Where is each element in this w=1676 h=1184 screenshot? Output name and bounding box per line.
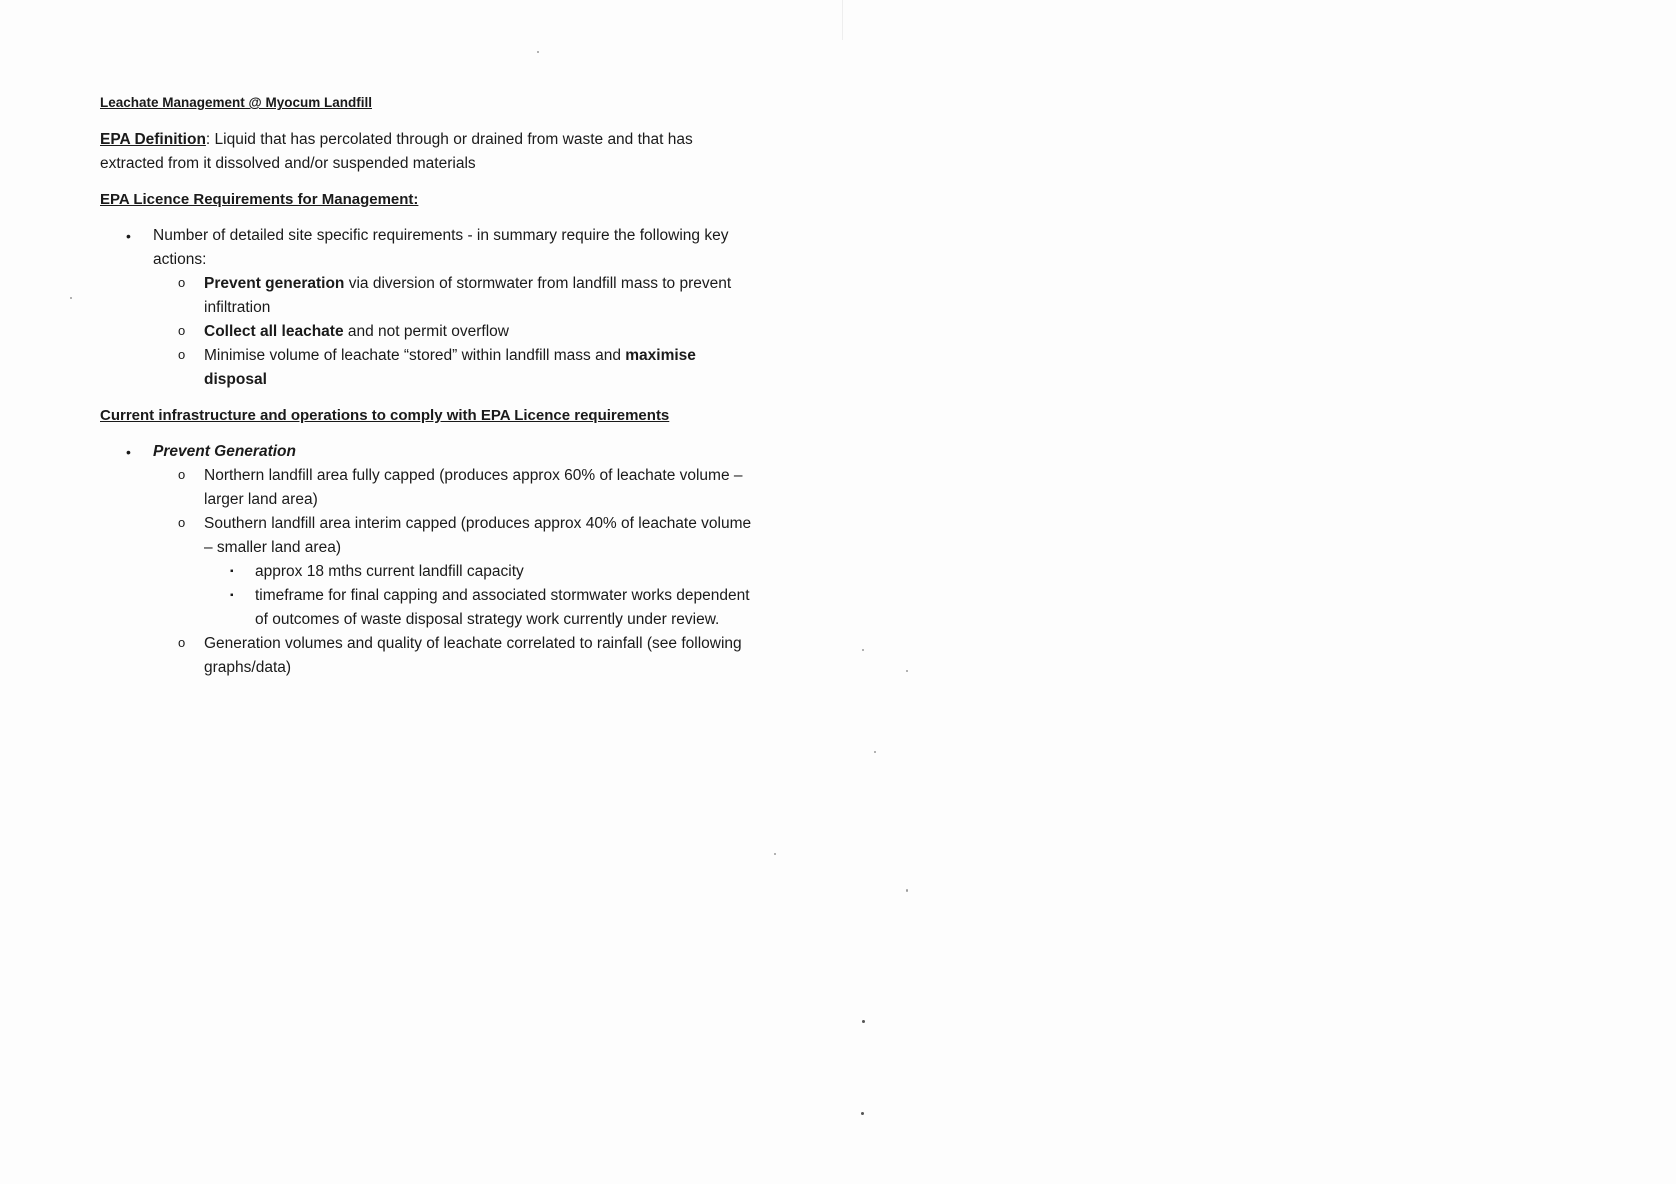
square-marker: ▪ xyxy=(230,590,234,601)
list-item xyxy=(230,584,760,632)
licence-requirements-list xyxy=(100,224,760,392)
action-bold: Prevent generation xyxy=(204,275,345,292)
circle-marker: o xyxy=(178,323,186,338)
circle-marker: o xyxy=(178,467,186,482)
definition-text: : Liquid that has percolated through or drained from waste and that has extracted from it dissolved and/or suspended materials xyxy=(100,131,693,172)
circle-marker: o xyxy=(178,275,186,290)
list-item xyxy=(178,320,760,344)
document-title: Leachate Management @ Myocum Landfill xyxy=(100,95,372,110)
list-item xyxy=(126,440,760,680)
scan-speck xyxy=(70,297,72,299)
action-text: via diversion of stormwater from landfill mass to prevent infiltration xyxy=(204,275,732,316)
scan-speck xyxy=(862,1020,865,1023)
prevent-generation-list xyxy=(153,464,760,680)
list-item xyxy=(126,224,760,392)
list-item xyxy=(178,632,760,680)
epa-definition xyxy=(100,128,760,176)
list-item-text: approx 18 mths current landfill capacity xyxy=(255,563,524,580)
circle-marker: o xyxy=(178,347,186,362)
list-item xyxy=(178,512,760,632)
circle-marker: o xyxy=(178,515,186,530)
list-item xyxy=(178,464,760,512)
square-marker: ▪ xyxy=(230,566,234,577)
list-item-text: Southern landfill area interim capped (produces approx 40% of leachate volume – smaller land area) xyxy=(204,515,752,556)
key-actions-list xyxy=(153,272,760,392)
bullet-marker: • xyxy=(126,228,131,244)
scan-speck xyxy=(861,1112,864,1115)
action-text: Minimise volume of leachate “stored” within landfill mass and xyxy=(204,347,626,364)
scan-speck xyxy=(874,751,876,753)
list-item xyxy=(230,560,760,584)
licence-requirements-heading: EPA Licence Requirements for Management: xyxy=(100,191,419,208)
scan-speck xyxy=(862,649,864,651)
list-item-text: Generation volumes and quality of leachate correlated to rainfall (see following graphs/data) xyxy=(204,635,742,676)
list-item-text: Northern landfill area fully capped (produces approx 60% of leachate volume – larger land area) xyxy=(204,467,743,508)
list-item xyxy=(178,344,760,392)
bullet-marker: • xyxy=(126,444,131,460)
list-item-text: Number of detailed site specific requirements - in summary require the following key actions: xyxy=(153,227,729,268)
infrastructure-heading: Current infrastructure and operations to comply with EPA Licence requirements xyxy=(100,407,670,424)
action-bold: Collect all leachate xyxy=(204,323,344,340)
list-item-label: Prevent Generation xyxy=(153,443,296,460)
list-item-text: timeframe for final capping and associated stormwater works dependent of outcomes of waste disposal strategy work currently under review. xyxy=(255,587,750,628)
circle-marker: o xyxy=(178,635,186,650)
page-fold-line xyxy=(842,0,843,40)
action-bold: maximise disposal xyxy=(204,347,696,388)
scan-speck xyxy=(774,853,776,855)
scan-speck xyxy=(906,889,908,892)
list-item xyxy=(178,272,760,320)
action-text: and not permit overflow xyxy=(343,323,509,340)
southern-area-details-list xyxy=(204,560,760,632)
scan-speck xyxy=(906,670,908,672)
definition-label: EPA Definition xyxy=(100,131,206,148)
document-body xyxy=(100,92,760,692)
infrastructure-list xyxy=(100,440,760,680)
scan-speck xyxy=(537,51,539,53)
